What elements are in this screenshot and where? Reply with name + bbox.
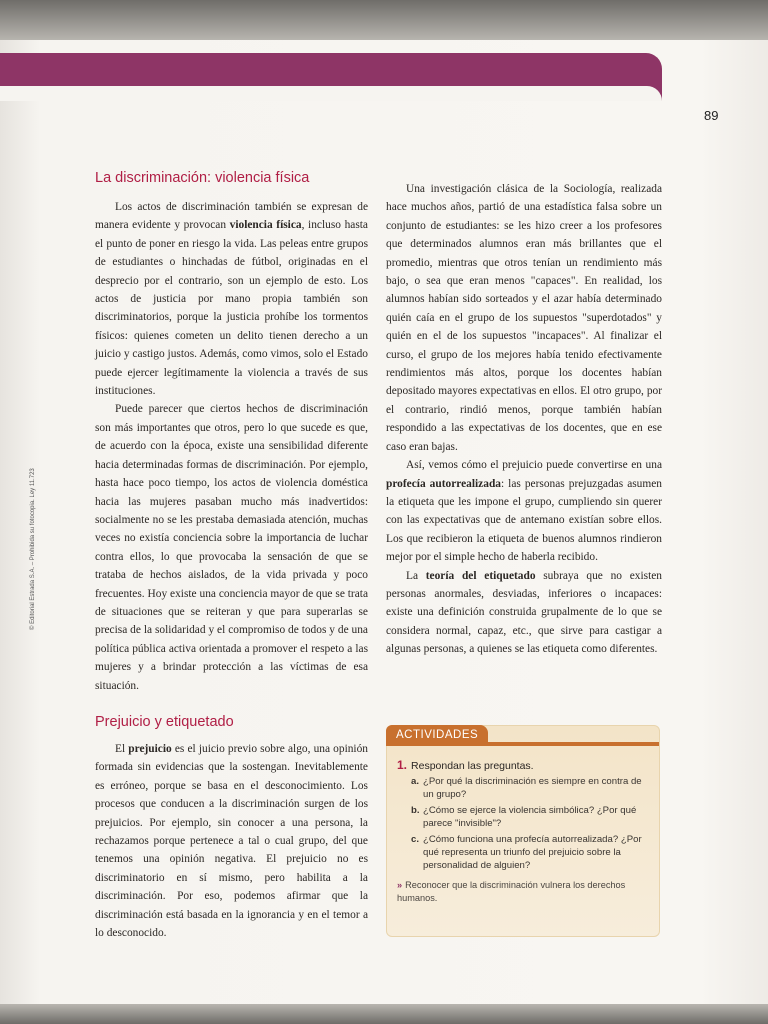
paragraph: Puede parecer que ciertos hechos de discriminación son más importantes que otros, pero lo que sucede es que, de acuerdo con la época, existe una sensibilidad diferente hacia determinadas formas de discriminación. Por ejemplo, hasta hace poco tiempo, los actos de violencia doméstica hacia las mujeres pasaban mucho más inadvertidos: socialmente no se les prestaba demasiada atención, muchas veces no existía conciencia sobre la importancia de luchar contra ellos, lo que provocaba la sensación de que se trataba de hechos aislados, de la vida privada y poco frecuentes. Hoy existe una conciencia mayor de que se trata de situaciones que se reiteran y que para superarlas se precisa de la solidaridad y el compromiso de todos y de una política pública activa orientada a promover el respeto a las mujeres y a brindar protección a las víctimas de esa situación. xyxy=(95,403,368,692)
paragraph: Una investigación clásica de la Sociología, realizada hace muchos años, partió de una estadística falsa sobre un conjunto de estudiantes: se les hizo creer a los profesores que determinados alumnos eran más brillantes que el promedio, mientras que otros tenían un rendimiento más bajo, o sea que eran menos "capaces". En realidad, los alumnos habían sido sorteados y el azar había determinado quién caía en el grupo de los supuestos "superdotados" y quién en el de los supuestos "incapaces". Al finalizar el curso, el grupo de los mejores había tenido efectivamente rendimientos más altos, porque los docentes habían depositado mayores expectativas en ellos. El otro grupo, por el contrario, rindió menos, porque también habían respondido a las expectativas de los docentes, que en ese caso eran bajas. xyxy=(386,183,662,453)
activities-box xyxy=(386,725,660,937)
activities-tab: ACTIVIDADES xyxy=(386,725,488,746)
copyright-notice: © Editorial Estrada S.A. – Prohibida su fotocopia. Ley 11.723 xyxy=(30,468,36,630)
bold-term: teoría del etiquetado xyxy=(425,569,536,582)
question-letter: c. xyxy=(411,834,420,845)
question-item xyxy=(411,775,653,801)
question-item xyxy=(411,833,653,872)
bold-term: violencia física xyxy=(229,219,302,232)
question-letter: b. xyxy=(411,805,420,816)
activity-instruction: 1. Respondan las preguntas. xyxy=(397,758,534,772)
question-text: ¿Cómo se ejerce la violencia simbólica? ¿Por qué parece "invisible"? xyxy=(423,805,637,829)
question-item xyxy=(411,804,653,830)
section-title-violencia: La discriminación: violencia física xyxy=(95,170,310,186)
right-column xyxy=(386,180,662,659)
left-column xyxy=(95,168,368,942)
bold-term: prejuicio xyxy=(128,742,172,755)
paragraph: La teoría del etiquetado subraya que no existen personas anormales, desviadas, inferiores o incapaces: existe una definición construida grupalmente de lo que se considera normal, capaz, etc., que sirve para castigar a algunas personas, a quienes se las etiqueta como diferentes. xyxy=(386,569,662,656)
paragraph: El prejuicio es el juicio previo sobre algo, una opinión formada sin evidencias que la sostengan. Inevitablemente es erróneo, porque se basa en el desconocimiento. Los procesos que conducen a la discriminación surgen de los prejuicios. Por ejemplo, sin conocer a una persona, la rechazamos porque pertenece a tal o cual grupo, del que tenemos una opinión negativa. El prejuicio no es discriminatorio en sí mismo, pero habilita a la discriminación. Por eso, podemos afirmar que la discriminación está basada en la ignorancia y en el temor a lo desconocido. xyxy=(95,742,368,940)
page-number: 89 xyxy=(704,108,719,123)
question-text: ¿Cómo funciona una profecía autorrealizada? ¿Por qué representa un triunfo del prejuicio sobre la personalidad de alguien? xyxy=(423,834,642,871)
paragraph: Los actos de discriminación también se expresan de manera evidente y provocan violencia física, incluso hasta el punto de poner en riesgo la vida. Las peleas entre grupos de estudiantes o hinchadas de fútbol, originadas en el desprecio por el contrario, son un ejemplo de esto. Los actos de justicia por mano propia también son discriminatorios, porque la justicia prohíbe los tormentos físicos: quienes cometen un delito tienen derecho a un juicio y castigo justos. Además, como vimos, solo el Estado puede ejercer legítimamente la violencia a través de sus instituciones. xyxy=(95,201,368,398)
double-arrow-icon: » xyxy=(397,880,403,890)
question-letter: a. xyxy=(411,776,420,787)
scan-background-bottom xyxy=(0,1004,768,1024)
activity-note: » Reconocer que la discriminación vulnera los derechos humanos. xyxy=(397,880,626,903)
question-text: ¿Por qué la discriminación es siempre en contra de un grupo? xyxy=(423,776,642,800)
activity-number: 1. xyxy=(397,758,408,772)
activities-body xyxy=(397,758,653,904)
paragraph: Así, vemos cómo el prejuicio puede convertirse en una profecía autorrealizada: las personas prejuzgadas asumen la etiqueta que les impone el grupo, cumpliendo sin querer con las expectativas que de antemano existían sobre ellos. Los que recibieron la etiqueta de buenos alumnos rindieron mejor por el simple hecho de haberla recibido. xyxy=(386,459,662,564)
section-title-prejuicio: Prejuicio y etiquetado xyxy=(95,713,234,730)
activities-header xyxy=(387,726,659,746)
header-band xyxy=(0,53,662,101)
bold-term: profecía autorrealizada xyxy=(386,477,501,490)
